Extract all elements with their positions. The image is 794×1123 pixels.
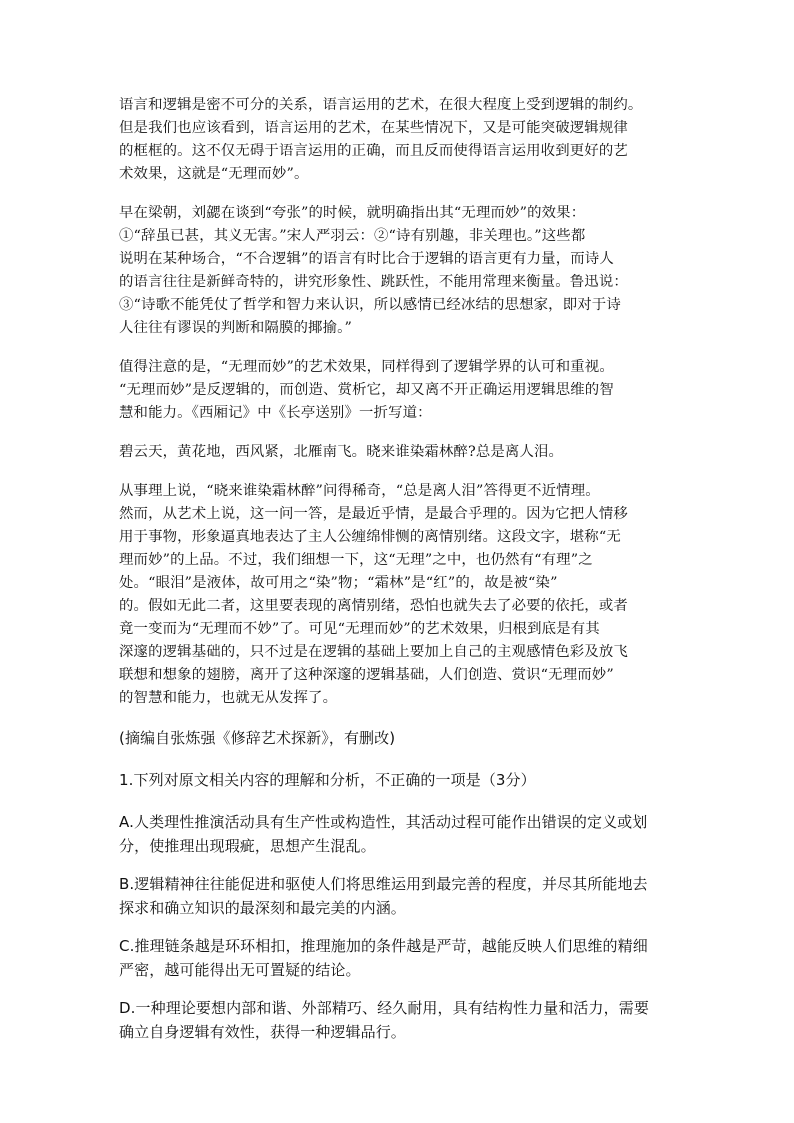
option-b: B.逻辑精神往往能促进和驱使人们将思维运用到最完善的程度，并尽其所能地去 探求和确立知识的最深刻和最完美的内涵。 (119, 875, 648, 917)
passage-paragraph-1: 语言和逻辑是密不可分的关系，语言运用的艺术，在很大程度上受到逻辑的制约。 但是我们也应该看到，语言运用的艺术，在某些情况下，又是可能突破逻辑规律 的框框的。这不仅无碍于语言运用的正确，而且反而使得语言运用收到更好的艺 术效果，这就是“无理而妙”。 (119, 97, 643, 182)
passage-paragraph-3: 值得注意的是，“无理而妙”的艺术效果，同样得到了逻辑学界的认可和重视。 “无理而妙”是反逻辑的，而创造、赏析它，却又离不开正确运用逻辑思维的智 慧和能力。《西厢记》中《长亭送别》一折写道： (119, 359, 614, 421)
option-d: D.一种理论要想内部和谐、外部精巧、经久耐用，具有结构性力量和活力，需要 确立自身逻辑有效性，获得一种逻辑品行。 (119, 999, 649, 1041)
poem-quote: 碧云天，黄花地，西风紧，北雁南飞。晓来谁染霜林醉?总是离人泪。 (119, 444, 564, 460)
document-page (119, 94, 679, 1044)
option-c: C.推理链条越是环环相扣，推理施加的条件越是严苛，越能反映人们思维的精细 严密，越可能得出无可置疑的结论。 (119, 937, 648, 979)
option-a: A.人类理性推演活动具有生产性或构造性，其活动过程可能作出错误的定义或划 分，使推理出现瑕疵，思想产生混乱。 (119, 813, 648, 855)
passage-paragraph-2: 早在梁朝，刘勰在谈到“夸张”的时候，就明确指出其“无理而妙”的效果： ①“辞虽已甚，其义无害。”宋人严羽云：②“诗有别趣，非关理也。”这些都 说明在某种场合，“不合逻辑”的语言有时比合于逻辑的语言更有力量，而诗人 的语言往往是新鲜奇特的，讲究形象性、跳跃性，不能用常理来衡量。鲁迅说： ③“诗歌不能凭仗了哲学和智力来认识，所以感情已经冰结的思想家，即对于诗 人往往有谬误的判断和隔膜的揶揄。” (119, 205, 628, 336)
question-stem: 1.下列对原文相关内容的理解和分析，不正确的一项是（3分） (119, 771, 536, 789)
source-citation: (摘编自张炼强《修辞艺术探新》，有删改) (119, 729, 396, 747)
passage-paragraph-4: 从事理上说，“晓来谁染霜林醉”问得稀奇，“总是离人泪”答得更不近情理。 然而，从艺术上说，这一问一答，是最近乎情，是最合乎理的。因为它把人情移 用于事物，形象逼真地表达了主人公缠绵悱恻的离情别绪。这段文字，堪称“无 理而妙”的上品。不过，我们细想一下，这“无理”之中，也仍然有“有理”之 处。“眼泪”是液体，故可用之“染”物；“霜林”是“红”的，故是被“染” 的。假如无此二者，这里要表现的离情别绪，恐怕也就失去了必要的依托，或者 竟一变而为“无理而不妙”了。可见“无理而妙”的艺术效果，归根到底是有其 深邃的逻辑基础的，只不过是在逻辑的基础上要加上自己的主观感情色彩及放飞 联想和想象的翅膀，离开了这种深邃的逻辑基础，人们创造、赏识“无理而妙” 的智慧和能力，也就无从发挥了。 (119, 483, 628, 706)
